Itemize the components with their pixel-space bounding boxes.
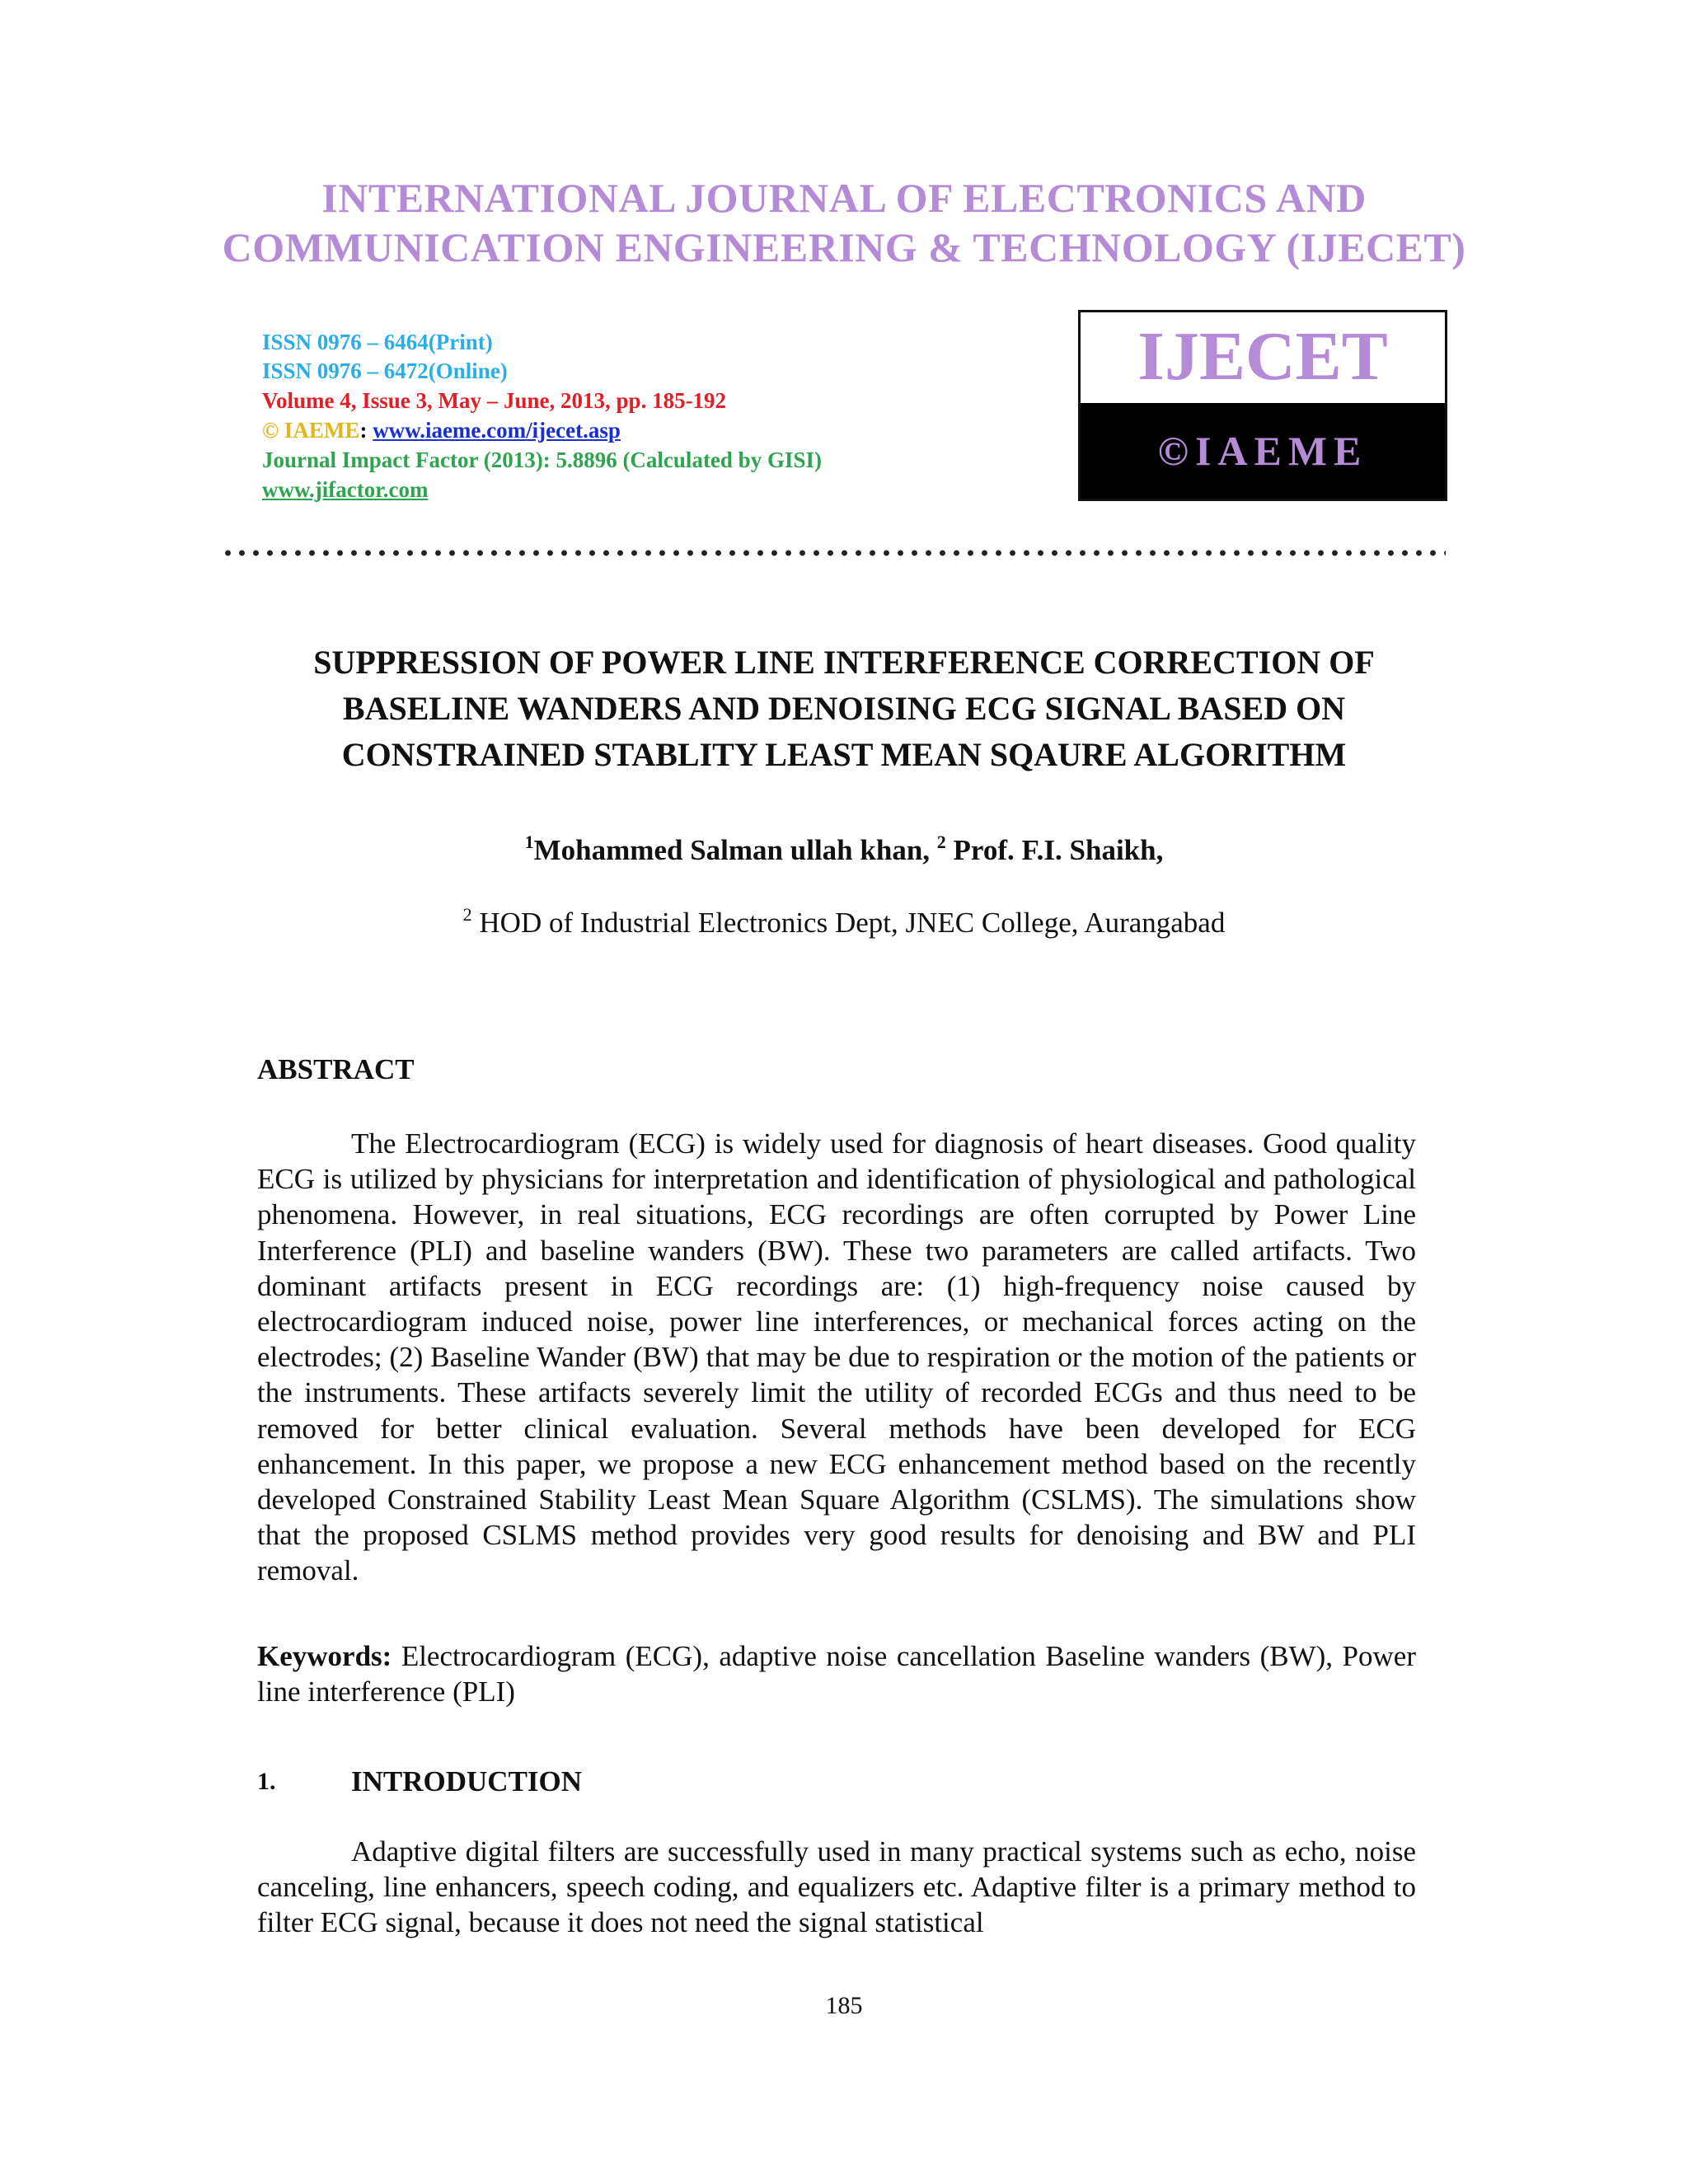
author1-superscript: 1 xyxy=(524,832,534,852)
dotted-separator xyxy=(221,549,1446,557)
issn-online: ISSN 0976 – 6472(Online) xyxy=(262,359,508,383)
copyright-org: © IAEME xyxy=(262,418,360,443)
intro-heading: INTRODUCTION xyxy=(351,1765,583,1797)
paper-title-line-1: SUPPRESSION OF POWER LINE INTERFERENCE CORRECTION OF xyxy=(313,644,1375,681)
abstract-heading: ABSTRACT xyxy=(257,1053,415,1085)
authors xyxy=(0,830,1688,871)
affiliation-text: HOD of Industrial Electronics Dept, JNEC College, Aurangabad xyxy=(471,907,1226,939)
author1-name: Mohammed Salman ullah khan, xyxy=(533,834,937,866)
journal-title-line-2: COMMUNICATION ENGINEERING & TECHNOLOGY (IJECET) xyxy=(222,224,1466,270)
page-number: 185 xyxy=(825,1992,863,2019)
logo-band xyxy=(1081,403,1445,499)
logo-org: ©IAEME xyxy=(1157,428,1368,474)
paper-title-line-3: CONSTRAINED STABLITY LEAST MEAN SQAURE ALGORITHM xyxy=(341,736,1347,773)
abstract-text: The Electrocardiogram (ECG) is widely used for diagnosis of heart diseases. Good quality ECG is utilized by physicians for interpretation and identification of physiological and pathological phenomena. However, in real situations, ECG recordings are often corrupted by Power Line Interference (PLI) and baseline wanders (BW). These two parameters are called artifacts. Two dominant artifacts present in ECG recordings are: (1) high-frequency noise caused by electrocardiogram induced noise, power line interferences, or mechanical forces acting on the electrodes; (2) Baseline Wander (BW) that may be due to respiration or the motion of the patients or the instruments. These artifacts severely limit the utility of recorded ECGs and thus need to be removed for better clinical evaluation. Several methods have been developed for ECG enhancement. In this paper, we propose a new ECG enhancement method based on the recently developed Constrained Stability Least Mean Square Algorithm (CSLMS). The simulations show that the proposed CSLMS method provides very good results for denoising and BW and PLI removal. xyxy=(257,1127,1416,1587)
volume-info: Volume 4, Issue 3, May – June, 2013, pp. 185-192 xyxy=(262,388,727,413)
author2-superscript: 2 xyxy=(936,832,946,852)
affiliation xyxy=(0,902,1688,944)
journal-website-link[interactable]: www.iaeme.com/ijecet.asp xyxy=(373,418,621,443)
author2-name: Prof. F.I. Shaikh, xyxy=(945,834,1164,866)
intro-section-number: 1. xyxy=(257,1768,276,1795)
journal-title-line-1: INTERNATIONAL JOURNAL OF ELECTRONICS AND xyxy=(321,175,1367,221)
affiliation-superscript: 2 xyxy=(462,904,472,925)
paper-title-line-2: BASELINE WANDERS AND DENOISING ECG SIGNAL BASED ON xyxy=(342,690,1346,727)
keywords-label: Keywords: xyxy=(257,1640,392,1672)
copyright-line xyxy=(262,415,621,445)
keywords-text: Electrocardiogram (ECG), adaptive noise cancellation Baseline wanders (BW), Power line interference (PLI) xyxy=(257,1640,1416,1708)
impact-factor: Journal Impact Factor (2013): 5.8896 (Calculated by GISI) xyxy=(262,448,822,472)
issn-print: ISSN 0976 – 6464(Print) xyxy=(262,330,493,354)
intro-text: Adaptive digital filters are successfully used in many practical systems such as echo, noise canceling, line enhancers, speech coding, and equalizers etc. Adaptive filter is a primary method to filter ECG signal, because it does not need the signal statistical xyxy=(257,1835,1416,1939)
jif-website-link[interactable]: www.jifactor.com xyxy=(262,477,429,502)
ijecet-logo xyxy=(1078,310,1447,501)
keywords xyxy=(257,1638,1416,1709)
jif-line xyxy=(262,475,428,504)
copyright-separator: : xyxy=(359,418,373,443)
logo-title: IJECET xyxy=(1137,318,1388,395)
